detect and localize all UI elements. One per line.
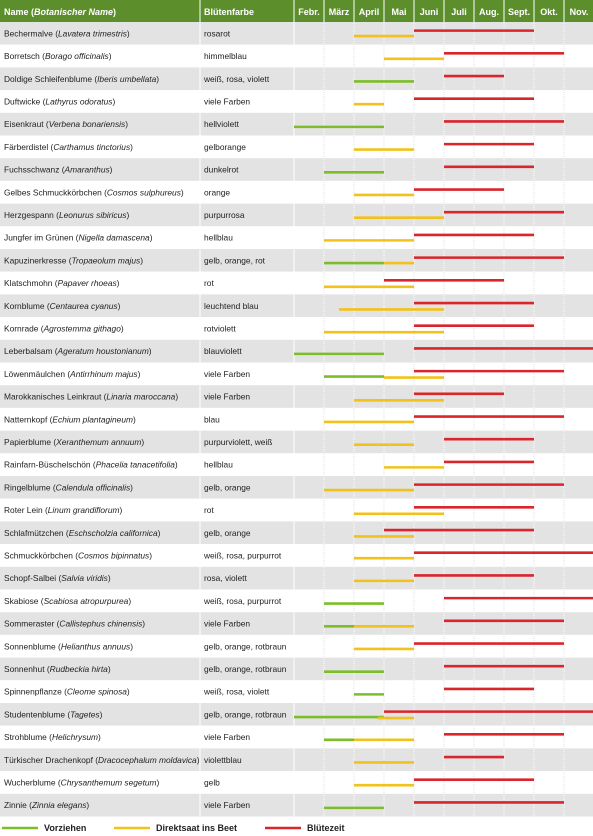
row-name-common: Spinnenpflanze (: [4, 686, 67, 697]
row-name-common: Fuchsschwanz (: [4, 164, 65, 175]
row-name-common: Klatschmohn (: [4, 278, 58, 289]
row-name: [4, 301, 121, 311]
row-name-botanical: Amaranthus: [64, 164, 110, 175]
row-name-close: ): [175, 391, 179, 402]
row-name-botanical: Tagetes: [70, 709, 100, 720]
legend-label-vorziehen: Vorziehen: [44, 823, 87, 833]
row-name: [4, 619, 145, 629]
row-name-botanical: Cleome spinosa: [66, 686, 127, 697]
row-color: orange: [204, 187, 231, 198]
header-name-part: Name (: [4, 7, 35, 17]
row-color: violettblau: [204, 754, 242, 765]
row-name-botanical: Borago officinalis: [44, 51, 109, 62]
row-name-close: ): [142, 618, 146, 629]
row-name-close: ): [196, 754, 200, 765]
row-name-botanical: Calendula officinalis: [55, 482, 131, 493]
header-month: Sept.: [507, 7, 531, 17]
row-name-common: Kapuzinerkresse (: [4, 255, 72, 266]
row-name-common: Gelbes Schmuckkörbchen (: [4, 187, 107, 198]
row-name: [4, 210, 129, 220]
row-color: hellblau: [204, 459, 233, 470]
row-color: weiß, rosa, violett: [204, 73, 270, 84]
row-name-botanical: Cosmos bipinnatus: [78, 550, 150, 561]
row-name-common: Leberbalsam (: [4, 346, 58, 357]
row-name-common: Strohblume (: [4, 732, 52, 743]
row-name-close: ): [137, 368, 141, 379]
row-name-close: ): [112, 96, 116, 107]
row-name-botanical: Iberis umbellata: [97, 73, 157, 84]
row-name-botanical: Dracocephalum moldavica: [98, 754, 197, 765]
row-color: viele Farben: [204, 96, 251, 107]
row-name-close: ): [116, 278, 120, 289]
row-color: himmelblau: [204, 51, 247, 62]
row-name-common: Türkischer Drachenkopf (: [4, 754, 99, 765]
row-name-botanical: Helichrysum: [51, 732, 99, 743]
row-name-common: Bechermalve (: [4, 28, 58, 39]
row-name-common: Natternkopf (: [4, 414, 53, 425]
row-color: purpurviolett, weiß: [204, 436, 273, 447]
row-color: gelborange: [204, 141, 246, 152]
row-name-common: Sonnenhut (: [4, 663, 50, 674]
row-name-close: ): [130, 141, 133, 152]
row-name-close: ): [86, 800, 90, 811]
row-name: [4, 142, 133, 152]
row-name: [4, 573, 111, 583]
row-color: weiß, rosa, purpurrot: [204, 550, 282, 561]
row-name-close: ): [99, 709, 103, 720]
legend-label-bluete: Blütezeit: [307, 823, 345, 833]
row-name-close: ): [109, 164, 113, 175]
row-name-botanical: Tropaeolum majus: [71, 255, 141, 266]
row-name-botanical: Ageratum houstonianum: [57, 346, 149, 357]
row-name: [4, 482, 133, 492]
row-name-close: ): [107, 573, 111, 584]
row-color: rosa, violett: [204, 573, 247, 584]
row-name: [4, 437, 144, 447]
row-color: leuchtend blau: [204, 300, 259, 311]
row-name-common: Wucherblume (: [4, 777, 61, 788]
row-color: rotviolett: [204, 323, 236, 334]
row-name-botanical: Linaria maroccana: [106, 391, 176, 402]
row-color: viele Farben: [204, 391, 251, 402]
row-name-botanical: Eschscholzia californica: [68, 527, 158, 538]
header-month: April: [358, 7, 380, 17]
row-name-botanical: Leonurus sibiricus: [58, 209, 127, 220]
row-name-common: Kornrade (: [4, 323, 44, 334]
row-color: weiß, rosa, purpurrot: [204, 595, 282, 606]
header-month: Juni: [419, 7, 439, 17]
row-name: [4, 51, 112, 61]
row-name: [4, 255, 143, 265]
row-color: blau: [204, 414, 220, 425]
row-color: rot: [204, 505, 214, 516]
row-name-botanical: Centaurea cyanus: [49, 300, 118, 311]
header-month: Juli: [451, 7, 467, 17]
row-name-common: Roter Lein (: [4, 505, 48, 516]
row-name-botanical: Nigella damascena: [78, 232, 150, 243]
row-name-close: ): [130, 641, 133, 652]
row-name-botanical: Chrysanthemum segetum: [60, 777, 157, 788]
row-name-common: Zinnie (: [4, 800, 32, 811]
row-name: [4, 505, 122, 515]
row-name: [4, 187, 184, 197]
row-name: [4, 460, 178, 470]
row-name: [4, 96, 115, 106]
row-name: [4, 777, 160, 787]
row-color: blauviolett: [204, 346, 242, 357]
row-name: [4, 664, 111, 674]
row-name: [4, 369, 141, 379]
row-name-botanical: Callistephus chinensis: [59, 618, 143, 629]
row-name-botanical: Linum grandiflorum: [47, 505, 120, 516]
row-name-close: ): [126, 28, 130, 39]
row-name-botanical: Verbena bonariensis: [48, 119, 126, 130]
row-name-botanical: Antirrhinum majus: [70, 368, 138, 379]
row-name: [4, 687, 130, 697]
row-name-close: ): [149, 550, 153, 561]
row-color: weiß, rosa, violett: [204, 686, 270, 697]
row-name-close: ): [148, 346, 152, 357]
row-name: [4, 800, 89, 810]
header-month: Nov.: [569, 7, 589, 17]
row-name-common: Marokkanisches Leinkraut (: [4, 391, 107, 402]
row-name-common: Eisenkraut (: [4, 119, 49, 130]
row-name-botanical: Lathyrus odoratus: [45, 96, 113, 107]
row-name-botanical: Scabiosa atropurpurea: [43, 595, 129, 606]
row-color: rot: [204, 278, 214, 289]
row-color: purpurrosa: [204, 209, 245, 220]
row-name: [4, 596, 131, 606]
row-color: hellviolett: [204, 119, 239, 130]
row-name: [4, 528, 161, 538]
row-color: viele Farben: [204, 732, 251, 743]
row-name-common: Doldige Schleifenblume (: [4, 73, 98, 84]
row-name-common: Skabiose (: [4, 595, 44, 606]
row-name-botanical: Papaver rhoeas: [57, 278, 117, 289]
row-name-close: ): [125, 119, 128, 130]
row-color: viele Farben: [204, 800, 251, 811]
row-name-close: ): [156, 777, 160, 788]
row-color: viele Farben: [204, 618, 251, 629]
row-name-botanical: Xeranthemum annuum: [56, 436, 142, 447]
row-name: [4, 233, 153, 243]
row-color: gelb, orange: [204, 482, 251, 493]
row-color: gelb, orange, rotbraun: [204, 663, 287, 674]
row-name-common: Herzgespann (: [4, 209, 59, 220]
row-name-common: Färberdistel (: [4, 141, 54, 152]
row-name-close: ): [119, 505, 123, 516]
row-color: gelb: [204, 777, 220, 788]
row-name-close: ): [130, 482, 133, 493]
row-name-botanical: Rudbeckia hirta: [49, 663, 108, 674]
row-name-common: Schlafmützchen (: [4, 527, 69, 538]
row-color: gelb, orange, rotbraun: [204, 641, 287, 652]
legend-label-direktsaat: Direktsaat ins Beet: [156, 823, 238, 833]
row-name-close: ): [149, 232, 153, 243]
row-name-common: Jungfer im Grünen (: [4, 232, 79, 243]
row-color: dunkelrot: [204, 164, 239, 175]
row-name-common: Schopf-Salbei (: [4, 573, 62, 584]
header-month: Okt.: [540, 7, 558, 17]
header-name-part: Botanischer Name: [34, 7, 114, 17]
row-name: [4, 709, 103, 719]
row-name-common: Studentenblume (: [4, 709, 71, 720]
row-name-common: Borretsch (: [4, 51, 45, 62]
row-name: [4, 392, 178, 402]
row-color: gelb, orange, rot: [204, 255, 265, 266]
row-name-common: Ringelblume (: [4, 482, 56, 493]
row-name-botanical: Lavatera trimestris: [58, 28, 127, 39]
header-name-part: ): [113, 7, 117, 17]
row-name-close: ): [126, 686, 130, 697]
row-name-botanical: Zinnia elegans: [31, 800, 87, 811]
row-name-close: ): [128, 595, 132, 606]
row-name: [4, 119, 128, 129]
row-color: gelb, orange, rotbraun: [204, 709, 287, 720]
row-name-botanical: Carthamus tinctorius: [53, 141, 131, 152]
row-name-common: Duftwicke (: [4, 96, 46, 107]
row-name: [4, 346, 152, 356]
row-name: [4, 414, 136, 424]
row-color: rosarot: [204, 28, 231, 39]
row-name-common: Rainfarn-Büschelschön (: [4, 459, 96, 470]
header-month: Mai: [391, 7, 407, 17]
header-month: März: [328, 7, 350, 17]
row-name-botanical: Phacelia tanacetifolia: [95, 459, 175, 470]
row-name-close: ): [141, 436, 145, 447]
row-name-botanical: Cosmos sulphureus: [106, 187, 181, 198]
row-name-close: ): [126, 209, 130, 220]
header-color: Blütenfarbe: [204, 7, 255, 17]
header-month: Aug.: [479, 7, 499, 17]
row-name: [4, 165, 113, 175]
row-color: viele Farben: [204, 368, 251, 379]
row-name-common: Löwenmäulchen (: [4, 368, 71, 379]
header-month: Febr.: [298, 7, 320, 17]
row-name-close: ): [156, 73, 160, 84]
row-name-botanical: Echium plantagineum: [52, 414, 133, 425]
row-name-close: ): [108, 51, 112, 62]
row-name-common: Kornblume (: [4, 300, 50, 311]
row-name: [4, 28, 130, 38]
row-name-close: ): [174, 459, 178, 470]
row-name: [4, 550, 152, 560]
row-color: gelb, orange: [204, 527, 251, 538]
row-name: [4, 278, 120, 288]
row-name: [4, 732, 101, 742]
row-name-common: Sommeraster (: [4, 618, 60, 629]
row-name: [4, 74, 159, 84]
row-name-close: ): [117, 300, 121, 311]
row-name-common: Sonnenblume (: [4, 641, 61, 652]
row-name-close: ): [107, 663, 111, 674]
row-name: [4, 641, 133, 651]
row-name-close: ): [132, 414, 136, 425]
row-name-botanical: Salvia viridis: [61, 573, 108, 584]
row-name-botanical: Agrostemma githago: [43, 323, 121, 334]
row-name: [4, 323, 124, 333]
row-name: [4, 755, 200, 765]
row-name-common: Schmuckkörbchen (: [4, 550, 79, 561]
row-name-botanical: Helianthus annuus: [60, 641, 131, 652]
row-name-close: ): [120, 323, 124, 334]
header-name: [4, 7, 116, 17]
row-name-close: ): [140, 255, 144, 266]
row-name-close: ): [98, 732, 101, 743]
row-color: hellblau: [204, 232, 233, 243]
row-name-close: ): [180, 187, 184, 198]
row-name-common: Papierblume (: [4, 436, 57, 447]
row-name-close: ): [157, 527, 161, 538]
